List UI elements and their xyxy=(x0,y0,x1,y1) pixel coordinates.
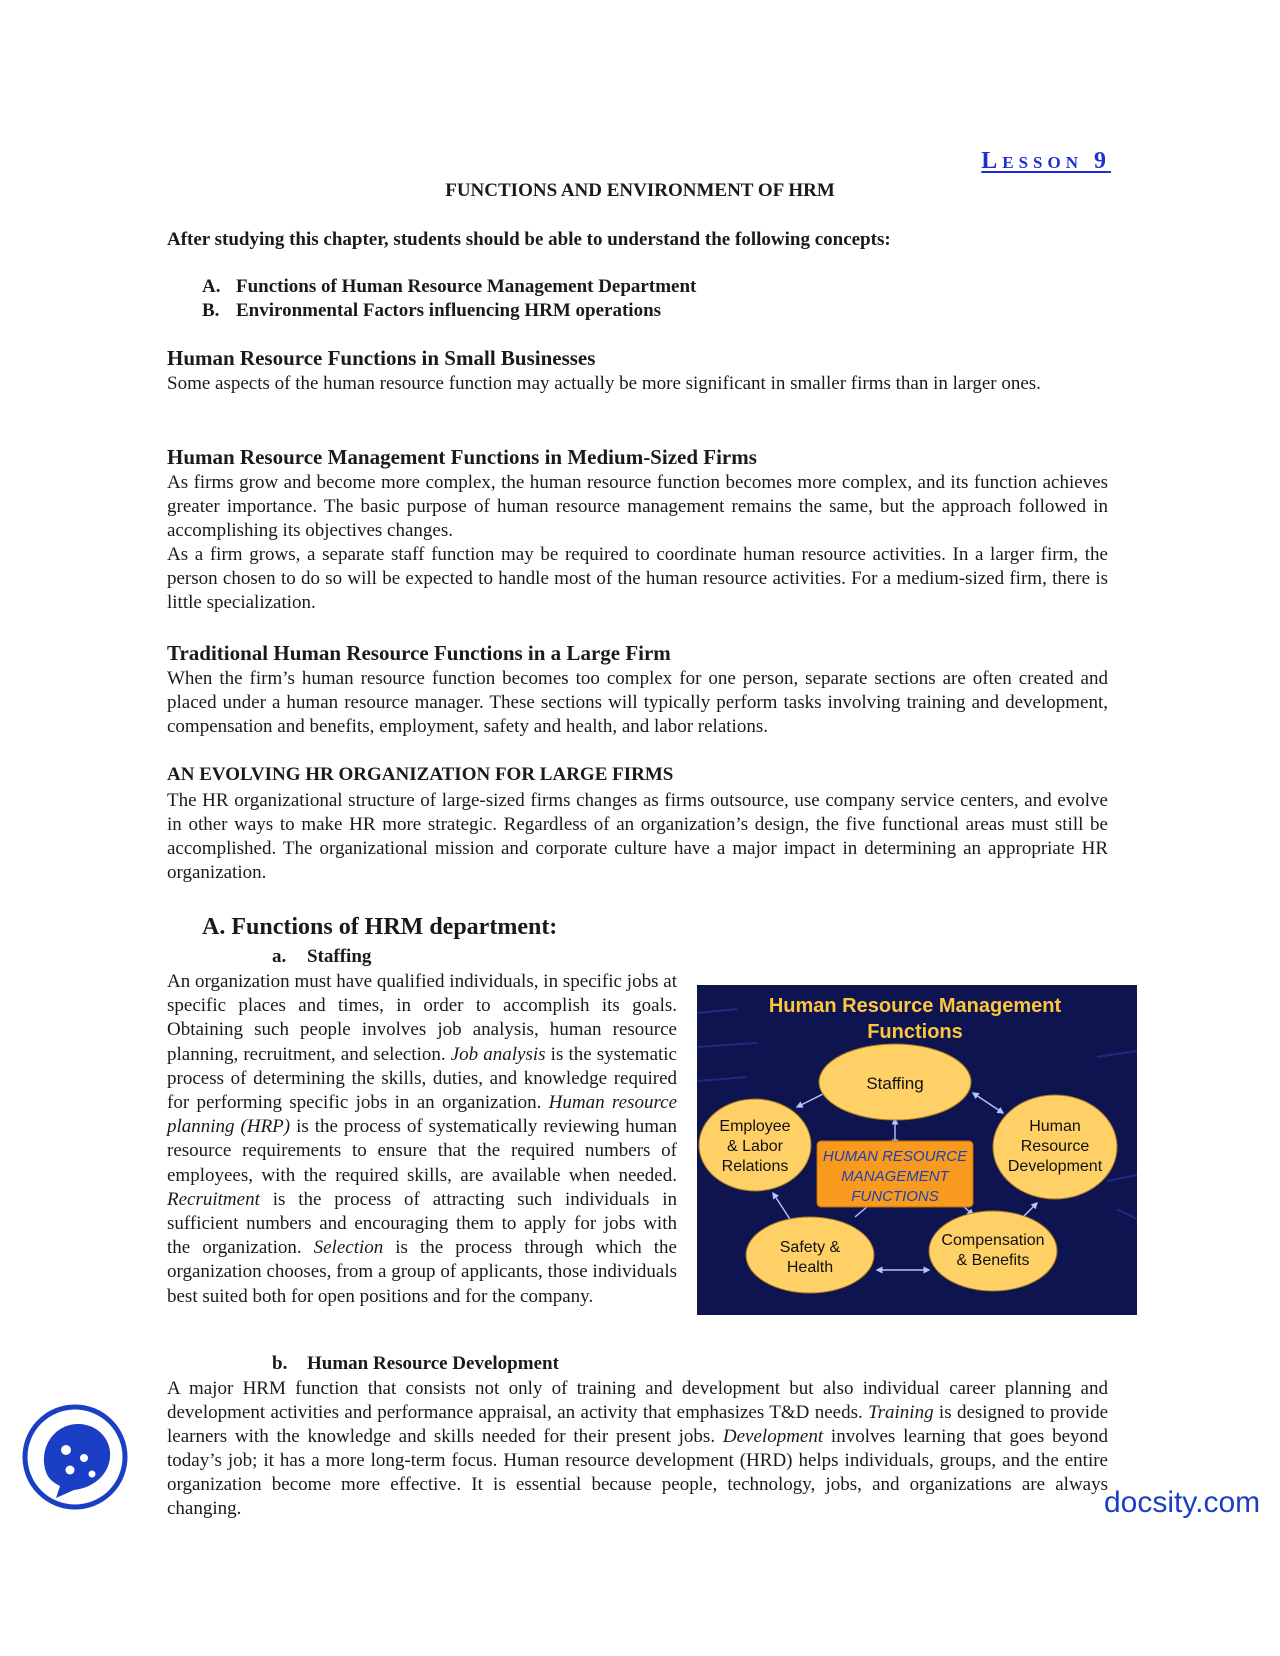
node-hrd-line-3: Development xyxy=(1007,1158,1103,1175)
node-staffing xyxy=(819,1044,971,1120)
objective-marker: A. xyxy=(202,276,221,297)
objective-marker: B. xyxy=(202,300,220,321)
para-small-business: Some aspects of the human resource function may actually be more significant in smaller firms than in larger ones. xyxy=(167,373,1041,394)
diagram-title-1: Human Resource Management xyxy=(768,995,1062,1017)
docsity-watermark[interactable]: docsity.com xyxy=(1104,1486,1261,1519)
term-job-analysis: Job analysis xyxy=(450,1043,546,1065)
center-line-3: FUNCTIONS xyxy=(851,1188,939,1205)
text-run: is the process of systematically reviewing human resource requirements to ensure that the required numbers of employees, with the required skills, are available when needed. xyxy=(167,1116,677,1186)
node-employee-line-1: Employee xyxy=(719,1118,791,1135)
para-evolving-hr: The HR organizational structure of large-sized firms changes as firms outsource, use company service centers, and evolve in other ways to make HR more strategic. Regardless of an organization’s design, the five functional areas must still be accomplished. The organizational mission and corporate culture have a major impact in determining an appropriate HR organization. xyxy=(167,790,1108,883)
text-run: A major HRM function that consists not only of training and development but also individual career planning and development activities and performance appraisal, an activity that emphasizes T&D needs. xyxy=(167,1378,1108,1423)
para-medium-2: As a firm grows, a separate staff function may be required to coordinate human resource activities. In a larger firm, the person chosen to do so will be expected to handle most of the human resource activities. For a medium-sized firm, there is little specialization. xyxy=(167,544,1108,613)
objective-text: Functions of Human Resource Management Department xyxy=(236,276,697,297)
node-hrd xyxy=(993,1095,1117,1199)
diagram-svg xyxy=(697,985,1137,1315)
staffing-marker: a. xyxy=(272,946,287,967)
para-large-firm: When the firm’s human resource function becomes too complex for one person, separate sections are often created and placed under a human resource manager. These sections will typically perform tasks involving training and development, compensation and benefits, employment, safety and health, and labor relations. xyxy=(167,668,1108,737)
term-hrp: Human resource planning (HRP) xyxy=(167,1092,677,1138)
text-run: is the process of attracting such individuals in sufficient numbers and encouraging them to apply for jobs with the organization. xyxy=(167,1188,677,1259)
objective-item xyxy=(202,299,696,323)
lesson-label: Lesson 9 xyxy=(981,148,1111,174)
center-line-1: HUMAN RESOURCE xyxy=(822,1148,968,1165)
page-title: FUNCTIONS AND ENVIRONMENT OF HRM xyxy=(445,180,835,201)
text-run: is the process through which the organization chooses, from a group of applicants, those individuals best suited both for open positions and for the company. xyxy=(167,1237,677,1307)
node-comp-line-1: Compensation xyxy=(941,1232,1045,1249)
section-a-heading: A. Functions of HRM department: xyxy=(202,914,558,940)
objective-text: Environmental Factors influencing HRM operations xyxy=(236,300,662,321)
term-recruitment: Recruitment xyxy=(167,1188,260,1210)
heading-large-firm: Traditional Human Resource Functions in a Large Firm xyxy=(167,641,671,665)
node-hrd-line-2: Resource xyxy=(1020,1138,1090,1155)
heading-evolving-hr: AN EVOLVING HR ORGANIZATION FOR LARGE FIRMS xyxy=(167,764,674,785)
heading-small-business: Human Resource Functions in Small Businesses xyxy=(167,346,596,370)
node-hrd-line-1: Human xyxy=(1029,1118,1081,1135)
objectives-list xyxy=(202,275,696,323)
node-safety-health xyxy=(746,1217,874,1293)
center-box xyxy=(817,1141,973,1207)
term-training: Training xyxy=(868,1402,934,1423)
hrd-marker: b. xyxy=(272,1353,288,1374)
text-run: An organization must have qualified individuals, in specific jobs at specific places and times, in order to accomplish its goals. Obtaining such people involves job analysis, human resource planning, recruitment, and selection. xyxy=(167,971,677,1065)
node-compensation xyxy=(929,1211,1057,1291)
hrm-functions-diagram xyxy=(697,985,1137,1315)
node-staffing-label: Staffing xyxy=(866,1074,924,1093)
text-run: is designed to provide learners with the knowledge and skills needed for their present jobs. xyxy=(167,1402,1109,1447)
intro-text: After studying this chapter, students should be able to understand the following concepts: xyxy=(167,229,891,250)
node-safety-line-2: Health xyxy=(786,1259,834,1276)
node-comp-line-2: & Benefits xyxy=(956,1252,1030,1269)
center-line-2: MANAGEMENT xyxy=(841,1168,949,1185)
staffing-heading: Staffing xyxy=(307,946,372,967)
node-employee-line-2: & Labor xyxy=(726,1138,784,1155)
node-employee-labor xyxy=(699,1099,811,1191)
text-run: is the systematic process of determining the skills, duties, and knowledge required for performing specific jobs in an organization. xyxy=(167,1043,677,1114)
term-development: Development xyxy=(722,1426,824,1447)
hrd-paragraph xyxy=(167,1377,1108,1521)
term-selection: Selection xyxy=(313,1237,384,1259)
objective-item xyxy=(202,275,696,299)
diagram-title-2: Functions xyxy=(867,1021,963,1043)
para-medium-1: As firms grow and become more complex, the human resource function becomes more complex, and its function achieves greater importance. The basic purpose of human resource management remains the same, but the approach followed in accomplishing its objectives changes. xyxy=(167,472,1108,541)
node-safety-line-1: Safety & xyxy=(779,1239,841,1256)
hrd-heading: Human Resource Development xyxy=(307,1353,559,1374)
docsity-logo-icon[interactable] xyxy=(20,1402,130,1512)
heading-medium-firms: Human Resource Management Functions in Medium-Sized Firms xyxy=(167,445,757,469)
node-employee-line-3: Relations xyxy=(721,1158,789,1175)
text-run: involves learning that goes beyond today’s job; it has a more long-term focus. Human resource development (HRD) helps individuals, groups, and the entire organization become more effective. It is essential because people, technology, jobs, and organizations are always changing. xyxy=(167,1426,1109,1519)
staffing-paragraph xyxy=(167,970,677,1309)
